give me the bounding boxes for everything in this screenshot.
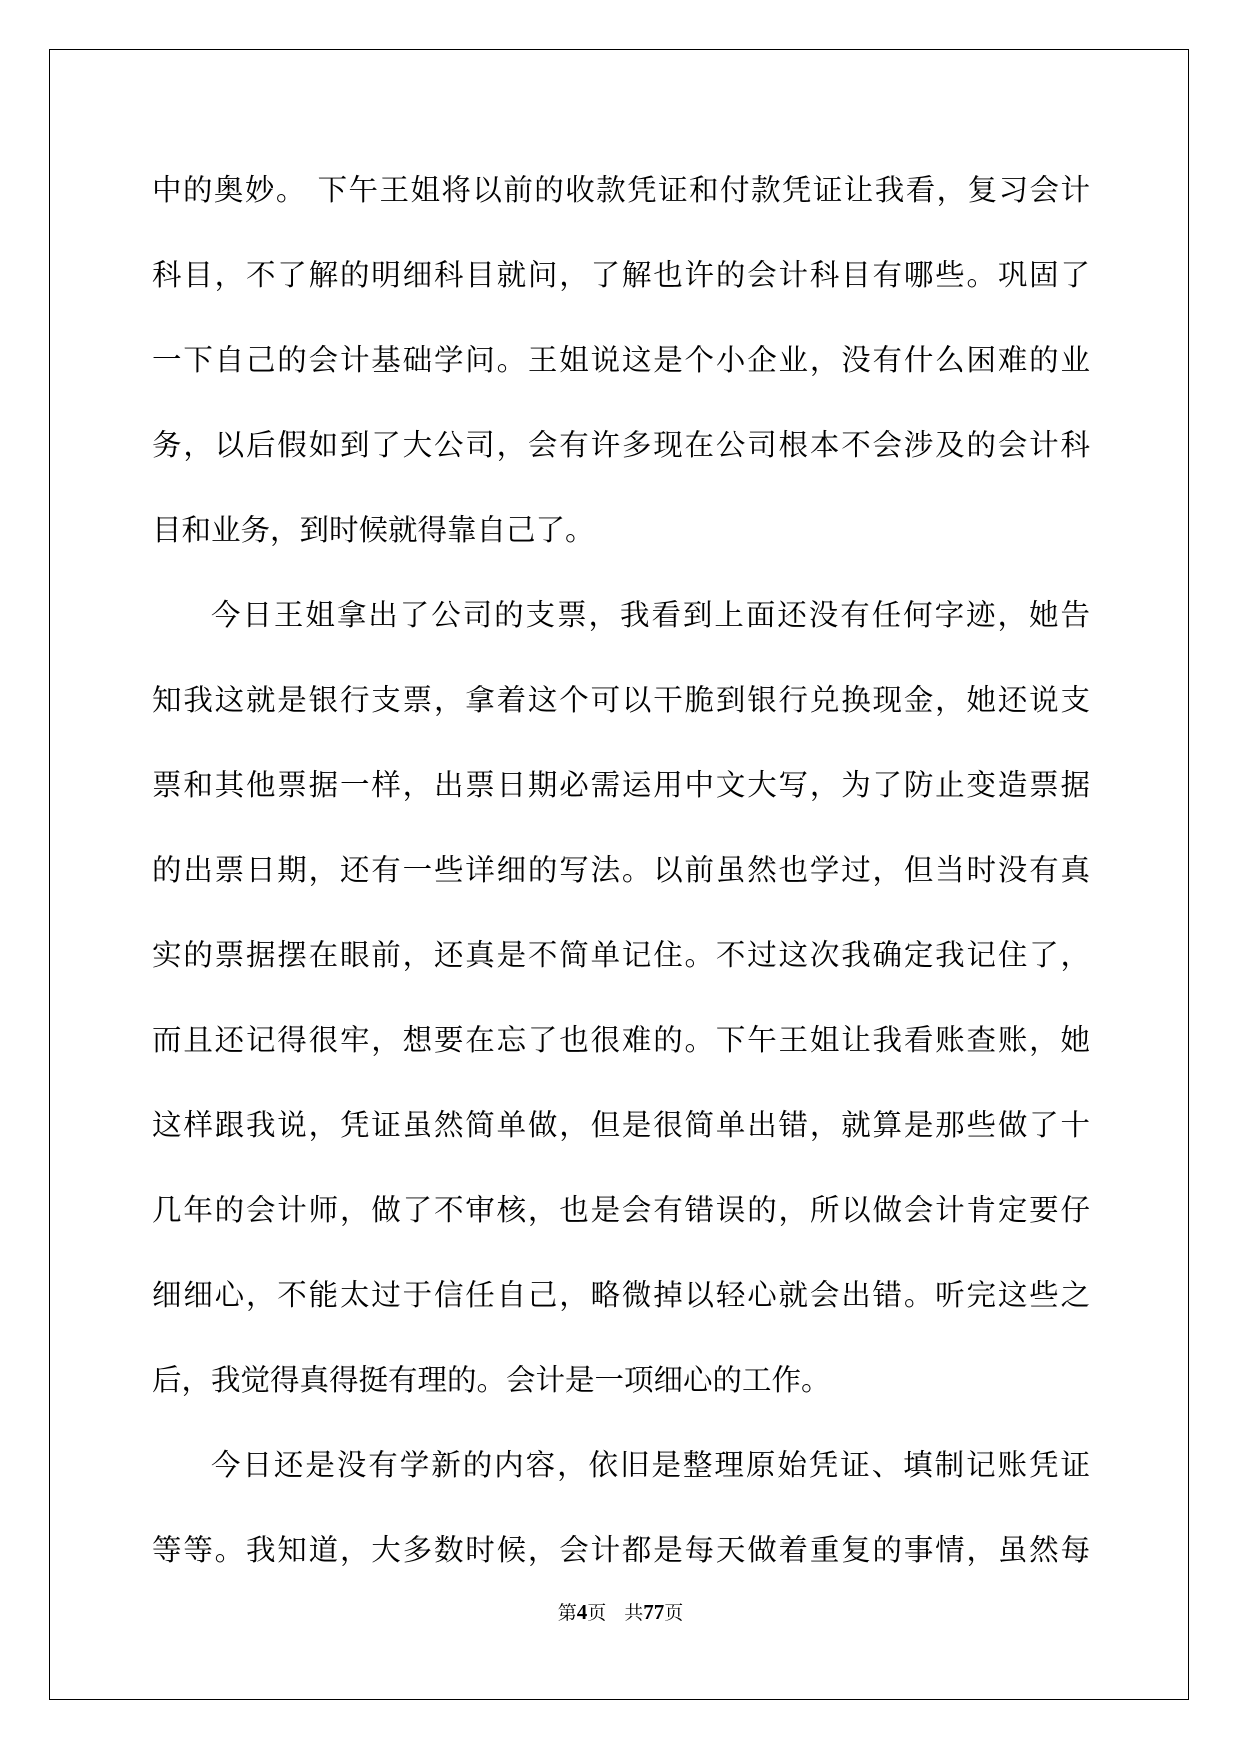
footer-page-suffix: 页: [587, 1602, 607, 1624]
text-line: 后，我觉得真得挺有理的。会计是一项细心的工作。: [152, 1363, 831, 1397]
footer-prefix: 第: [557, 1602, 577, 1624]
text-line: 中的奥妙。 下午王姐将以前的收款凭证和付款凭证让我看，复习会计: [152, 173, 1090, 207]
text-line: 今日王姐拿出了公司的支票，我看到上面还没有任何字迹，她告: [211, 598, 1090, 632]
text-line: 等等。我知道，大多数时候，会计都是每天做着重复的事情，虽然每: [152, 1533, 1090, 1567]
text-line: 一下自己的会计基础学问。王姐说这是个小企业，没有什么困难的业: [152, 343, 1090, 377]
footer-total-prefix: 共: [624, 1602, 644, 1624]
footer-total-suffix: 页: [664, 1602, 684, 1624]
text-line: 几年的会计师，做了不审核，也是会有错误的，所以做会计肯定要仔: [152, 1193, 1090, 1227]
text-line: 票和其他票据一样，出票日期必需运用中文大写，为了防止变造票据: [152, 768, 1090, 802]
text-line: 务，以后假如到了大公司，会有许多现在公司根本不会涉及的会计科: [152, 428, 1090, 462]
text-line: 科目，不了解的明细科目就问，了解也许的会计科目有哪些。巩固了: [152, 258, 1090, 292]
total-pages: 77: [643, 1600, 665, 1624]
text-line: 而且还记得很牢，想要在忘了也很难的。下午王姐让我看账查账，她: [152, 1023, 1090, 1057]
document-body: [152, 162, 1090, 1607]
text-line: 细细心，不能太过于信任自己，略微掉以轻心就会出错。听完这些之: [152, 1278, 1090, 1312]
text-line: 今日还是没有学新的内容，依旧是整理原始凭证、填制记账凭证: [211, 1448, 1090, 1482]
page-number: 4: [576, 1600, 588, 1624]
text-line: 这样跟我说，凭证虽然简单做，但是很简单出错，就算是那些做了十: [152, 1108, 1090, 1142]
text-line: 实的票据摆在眼前，还真是不简单记住。不过这次我确定我记住了，: [152, 938, 1090, 972]
text-line: 的出票日期，还有一些详细的写法。以前虽然也学过，但当时没有真: [152, 853, 1090, 887]
page-footer: [0, 1600, 1241, 1625]
text-line: 知我这就是银行支票，拿着这个可以干脆到银行兑换现金，她还说支: [152, 683, 1090, 717]
text-line: 目和业务，到时候就得靠自己了。: [152, 513, 595, 547]
